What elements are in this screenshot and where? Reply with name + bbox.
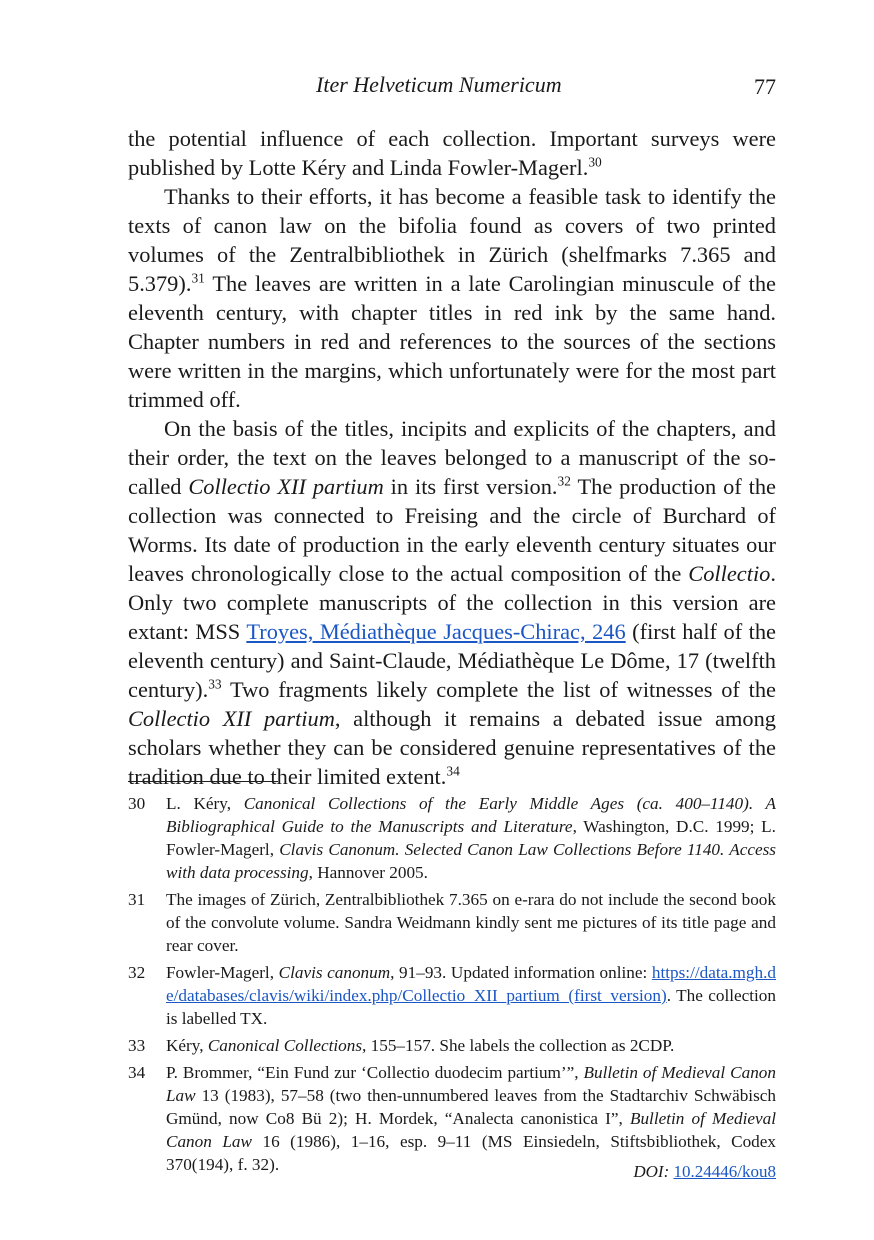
doi-label: DOI: xyxy=(633,1162,670,1181)
footnote-number: 32 xyxy=(128,963,146,982)
footnote-34 xyxy=(128,1061,776,1176)
paragraph-3-text-1: On the basis of the titles, incipits and explicits of the chapters, and their order, the text on the leaves belonged to a manuscript of the so-called xyxy=(128,416,776,499)
running-head xyxy=(128,72,776,104)
footnote-text: P. Brommer, “Ein Fund zur ‘Collectio duodecim partium’”, xyxy=(166,1063,584,1082)
footnote-text: 16 (1986), 1–16, esp. 9–11 (MS Einsiedeln, Stiftsbibliothek, Codex 370(194), f. 32). xyxy=(166,1132,776,1174)
footnote-number: 33 xyxy=(128,1036,146,1055)
footnote-ref-32[interactable]: 32 xyxy=(557,473,571,489)
footnote-text: , 155–157. She labels the collection as 2CDP. xyxy=(362,1036,675,1055)
footnote-title: Canonical Collections xyxy=(207,1036,363,1055)
footnote-title: Clavis Canonum. Selected Canon Law Collections Before 1140. Access with data processing xyxy=(166,840,776,882)
footnote-ref-31[interactable]: 31 xyxy=(191,270,205,286)
paragraph-1 xyxy=(128,124,776,182)
footnote-text: 13 (1983), 57–58 (two then-unnumbered leaves from the Stadtarchiv Schwäbisch Gmünd, now Co8 Bü 2); H. Mordek, “Analecta canonistica I”, xyxy=(166,1086,776,1128)
paragraph-3-text-5: (first half of the eleventh century) and Saint-Claude, Médiathèque Le Dôme, 17 (twelfth century). xyxy=(128,619,776,702)
footnote-text: The images of Zürich, Zentralbibliothek 7.365 on e-rara do not include the second book of the convolute volume. Sandra Weidmann kindly sent me pictures of its title page and rear cover. xyxy=(166,890,776,955)
footnote-number: 31 xyxy=(128,890,146,909)
collectio-short-title: Collectio xyxy=(688,561,771,586)
footnote-title: Canonical Collections of the Early Middle Ages (ca. 400–1140). A Bibliographical Guide to the Manuscripts and Literature xyxy=(166,794,776,836)
collectio-title-2: Collectio XII partium xyxy=(128,706,335,731)
footnote-divider xyxy=(128,781,278,782)
footnote-title: Clavis canonum xyxy=(278,963,391,982)
paragraph-3-text-3: The production of the collection was connected to Freising and the circle of Burchard of Worms. Its date of production in the early eleventh century situates our leaves chronologically close to the actual composition of the xyxy=(128,474,777,586)
paragraph-3-text-4: . Only two complete manuscripts of the collection in this version are extant: MSS xyxy=(128,561,776,644)
footnote-text: Kéry, xyxy=(166,1036,208,1055)
paragraph-3 xyxy=(128,414,776,791)
paragraph-2-text-a: Thanks to their efforts, it has become a feasible task to identify the texts of canon law on the bifolia found as covers of two printed volumes of the Zentralbibliothek in Zürich (shelfmarks 7.365 and 5.379). xyxy=(128,184,776,296)
page-number: 77 xyxy=(754,74,776,99)
footnote-ref-34[interactable]: 34 xyxy=(446,763,460,779)
footnote-ref-33[interactable]: 33 xyxy=(208,676,222,692)
footnote-33 xyxy=(128,1034,776,1057)
collectio-title: Collectio XII partium xyxy=(188,474,384,499)
footnotes xyxy=(128,792,776,1180)
paragraph-1-text: the potential influence of each collection. Important surveys were published by Lotte Kéry and Linda Fowler-Magerl. xyxy=(128,126,776,180)
footnote-title: Bulletin of Medieval Canon Law xyxy=(166,1109,776,1151)
footnote-title: Bulletin of Medieval Canon Law xyxy=(166,1063,776,1105)
doi-footer xyxy=(633,1162,776,1182)
footnote-text: L. Kéry, xyxy=(166,794,244,813)
footnote-number: 34 xyxy=(128,1063,146,1082)
footnote-30 xyxy=(128,792,776,884)
paragraph-2-text-b: The leaves are written in a late Carolingian minuscule of the eleventh century, with chapter titles in red ink by the same hand. Chapter numbers in red and references to the sources of the sections were written in the margins, which unfortunately were for the most part trimmed off. xyxy=(128,271,776,412)
footnote-number: 30 xyxy=(128,794,146,813)
clavis-wiki-link[interactable]: https://data.mgh.de/databases/clavis/wiki/index.php/Collectio_XII_partium_(first_version) xyxy=(166,963,776,1005)
footnote-32 xyxy=(128,961,776,1030)
paragraph-3-text-2: in its first version. xyxy=(383,474,558,499)
footnote-text: , Hannover 2005. xyxy=(308,863,428,882)
footnote-text: , Washington, D.C. 1999; L. Fowler-Magerl, xyxy=(166,817,776,859)
paragraph-3-text-6: Two fragments likely complete the list of witnesses of the xyxy=(221,677,776,702)
running-title: Iter Helveticum Numericum xyxy=(316,72,562,97)
footnote-31 xyxy=(128,888,776,957)
paragraph-3-text-7: , although it remains a debated issue among scholars whether they can be considered genuine representatives of the tradition due to their limited extent. xyxy=(128,706,776,789)
footnote-text: , 91–93. Updated information online: xyxy=(390,963,652,982)
troyes-manuscript-link[interactable]: Troyes, Médiathèque Jacques-Chirac, 246 xyxy=(246,619,626,644)
footnote-ref-30[interactable]: 30 xyxy=(588,154,602,170)
footnote-text: Fowler-Magerl, xyxy=(166,963,279,982)
body-text xyxy=(128,124,776,791)
paragraph-2 xyxy=(128,182,776,414)
footnote-text: . The collection is labelled TX. xyxy=(166,986,776,1028)
doi-link[interactable]: 10.24446/kou8 xyxy=(673,1162,776,1181)
